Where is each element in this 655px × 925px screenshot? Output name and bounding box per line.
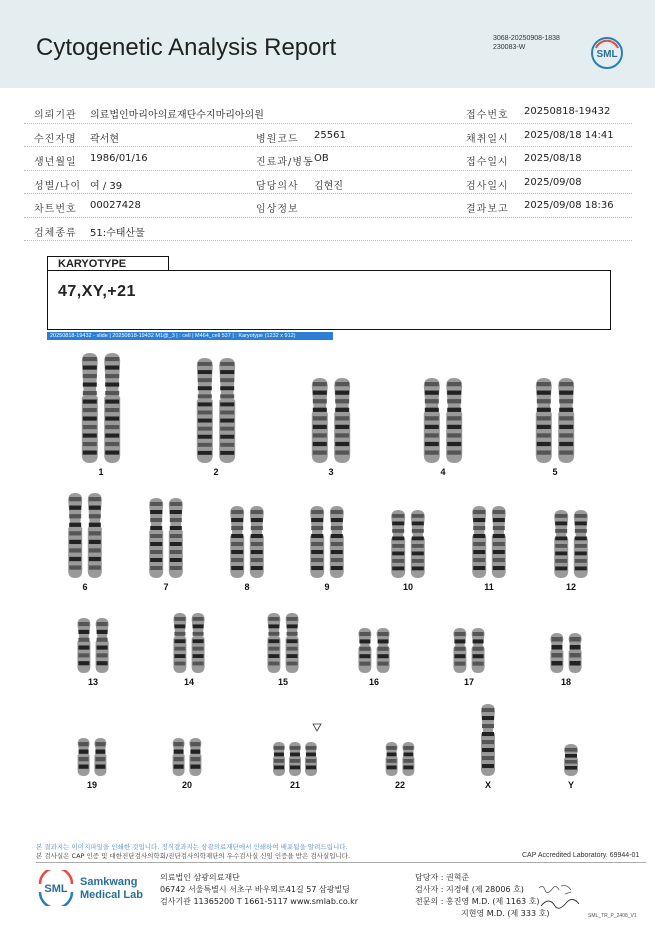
chromosome-label: 21 <box>289 780 301 790</box>
staff-tester: 검사자 : 지경애 (제 28006 호) <box>415 885 524 894</box>
info-value: 00027428 <box>90 200 141 211</box>
doc-id-2: 230083-W <box>493 44 526 51</box>
chromosome-pair-18 <box>550 633 581 673</box>
chromosome-pair-15 <box>267 613 298 673</box>
info-label: 병원코드 <box>256 133 299 145</box>
chromosome-pair-8 <box>230 506 264 578</box>
info-row <box>24 100 632 124</box>
chromosome-label: 1 <box>98 467 104 477</box>
chromosome-pair-3 <box>312 378 350 463</box>
info-row <box>24 218 632 242</box>
document-ids <box>493 34 560 52</box>
info-label: 성별/나이 <box>34 180 82 192</box>
lab-contact: 검사기관 11365200 T 1661-5117 www.smlab.co.kr <box>160 897 359 906</box>
chromosome-label: 11 <box>484 582 494 592</box>
report-title: Cytogenetic Analysis Report <box>36 34 337 61</box>
chromosome-label: 12 <box>565 582 577 592</box>
chromosome-label: 22 <box>394 780 406 790</box>
chromosome-label: 16 <box>368 677 380 687</box>
logo-line-1: Samkwang <box>80 876 138 888</box>
footer-notes <box>36 843 350 861</box>
chromosome-pair-13 <box>77 618 108 673</box>
chromosome-pair-1 <box>82 353 120 463</box>
chromosome-label: 10 <box>402 582 414 592</box>
info-value: 2025/08/18 <box>524 153 582 164</box>
chromosome-label: 15 <box>277 677 289 687</box>
info-value: 곽서현 <box>90 133 119 145</box>
chromosome-pair-22 <box>386 742 415 776</box>
form-code: SML_TR_P_2408_V1 <box>588 913 637 919</box>
info-label: 담당의사 <box>256 180 299 192</box>
footer-divider <box>36 862 646 863</box>
chromosome-label: 18 <box>560 677 572 687</box>
info-value: 여 / 39 <box>90 180 123 192</box>
slide-info-bar: 20250818-19432 - slide | 20250818-19432 M1@_3 | : cell | M464_cell 537 | : Karyotype (1232 x 912) <box>47 332 333 340</box>
chromosome-label: X <box>484 780 492 790</box>
svg-text:SML: SML <box>44 883 68 895</box>
chromosome-label: 6 <box>82 582 88 592</box>
signature-image <box>535 880 585 914</box>
staff-specialist-2: 지현영 M.D. (제 333 호) <box>461 909 550 918</box>
chromosome-pair-10 <box>391 510 425 578</box>
info-label: 수진자명 <box>34 133 77 145</box>
info-label: 생년월일 <box>34 157 77 168</box>
patient-info-table <box>24 100 632 241</box>
chromosome-pair-X <box>481 704 495 776</box>
svg-text:SML: SML <box>596 49 618 60</box>
info-value: 2025/09/08 18:36 <box>524 200 614 211</box>
chromosome-label: Y <box>567 780 575 790</box>
chromosome-pair-14 <box>173 613 204 673</box>
info-value: 1986/01/16 <box>90 153 148 164</box>
info-value: OB <box>314 153 329 164</box>
chromosome-pair-20 <box>173 738 202 776</box>
lab-street: 06742 서울특별시 서초구 바우뫼로41길 57 삼광빌딩 <box>160 885 350 894</box>
chromosome-pair-2 <box>197 358 235 463</box>
sml-logo <box>590 36 624 70</box>
info-value: 의료법인마리아의료재단수지마리아의원 <box>90 110 264 121</box>
staff-manager: 담당자 : 권혁준 <box>415 873 470 882</box>
info-label: 검체종류 <box>34 227 77 239</box>
info-row <box>24 147 632 171</box>
chromosome-label: 4 <box>440 467 446 477</box>
chromosome-pair-7 <box>149 498 183 578</box>
info-label: 접수일시 <box>466 157 509 168</box>
info-value: 2025/09/08 <box>524 176 582 188</box>
chromosome-pair-19 <box>78 738 107 776</box>
chromosome-pair-5 <box>536 378 574 463</box>
chromosome-label: 3 <box>328 467 334 477</box>
cap-accreditation: CAP Accredited Laboratory. 69944-01 <box>522 852 640 859</box>
karyotype-label: KARYOTYPE <box>47 256 169 271</box>
karyogram-image <box>0 345 655 795</box>
samkwang-logo-icon <box>36 870 76 906</box>
info-label: 접수번호 <box>466 110 509 121</box>
chromosome-label: 20 <box>181 780 193 790</box>
chromosome-pair-12 <box>554 510 588 578</box>
chromosome-label: 8 <box>244 582 250 592</box>
info-label: 차트번호 <box>34 204 77 215</box>
karyotype-result-box <box>47 270 611 330</box>
logo-line-2: Medical Lab <box>80 889 143 901</box>
chromosome-label: 9 <box>324 582 330 592</box>
info-label: 임상정보 <box>256 204 299 215</box>
chromosome-pair-4 <box>424 378 462 463</box>
chromosome-pair-17 <box>453 628 484 673</box>
chromosome-label: 13 <box>87 677 99 687</box>
staff-specialist-1: 전문의 : 홍진영 M.D. (제 1163 호) <box>415 897 540 906</box>
chromosome-label: 7 <box>163 582 169 592</box>
footer-note-print: 본 결과지는 이미지파일을 인쇄한 것입니다. 정식결과지는 삼광의료재단에서 인쇄하여 배포됨을 알려드립니다. <box>36 843 348 851</box>
lab-name: 의료법인 삼광의료재단 <box>160 873 240 882</box>
chromosome-pair-9 <box>310 506 344 578</box>
chromosome-label: 17 <box>463 677 475 687</box>
info-value: 김현진 <box>314 180 343 192</box>
info-value: 2025/08/18 14:41 <box>524 129 614 141</box>
chromosome-label: 2 <box>213 467 219 477</box>
trisomy-arrow-icon <box>313 724 321 731</box>
staff-list <box>415 872 549 920</box>
chromosome-pair-21 <box>273 742 317 776</box>
info-label: 의뢰기관 <box>34 110 77 121</box>
lab-address <box>160 872 358 908</box>
info-value: 25561 <box>314 129 346 141</box>
info-label: 채취일시 <box>466 133 509 145</box>
chromosome-pair-6 <box>68 493 102 578</box>
info-row <box>24 194 632 218</box>
chromosome-label: 5 <box>552 467 558 477</box>
info-row <box>24 124 632 148</box>
samkwang-logo-text <box>80 876 143 902</box>
footer-note-accreditation: 본 검사실은 CAP 인증 및 대한진단검사의학회/진단검사의학재단의 우수검사실 신임 인증을 받은 검사실입니다. <box>36 852 351 860</box>
info-value: 20250818-19432 <box>524 106 611 117</box>
doc-id-1: 3068-20250908-1838 <box>493 35 560 42</box>
chromosome-pair-11 <box>472 506 506 578</box>
info-value: 51:수태산물 <box>90 227 145 239</box>
report-header <box>0 0 655 88</box>
info-label: 검사일시 <box>466 180 509 192</box>
karyotype-result: 47,XY,+21 <box>58 283 136 300</box>
chromosome-pair-Y <box>564 744 578 776</box>
info-label: 결과보고 <box>466 204 509 215</box>
chromosome-pair-16 <box>358 628 389 673</box>
chromosome-label: 14 <box>183 677 195 687</box>
info-row <box>24 171 632 195</box>
chromosome-label: 19 <box>86 780 98 790</box>
info-label: 진료과/병동 <box>256 157 314 168</box>
